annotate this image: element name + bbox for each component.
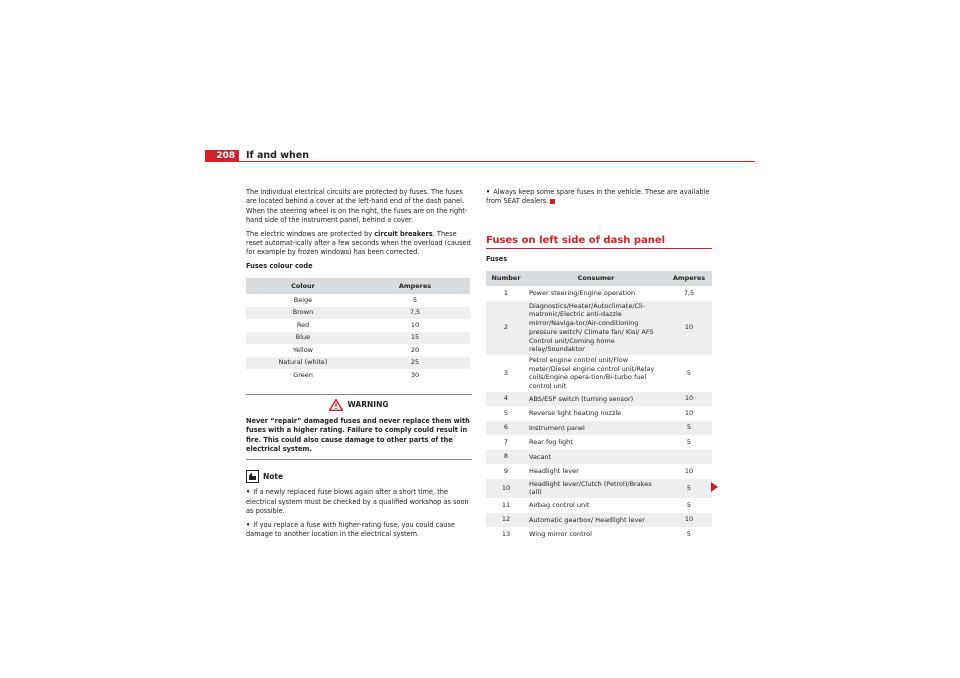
fuse-number-cell: 7	[503, 437, 509, 446]
amperes-cell: 5	[666, 421, 712, 436]
consumer-cell: Diagnostics/Heater/Autoclimate/Cli-matronic/Electric anti-dazzle mirror/Naviga-tor/Air-conditioning pressure switch/ Climate fan/ Kisi/ AFS Control unit/Coming home relay/Soundaktor	[526, 301, 666, 355]
right-column	[486, 188, 712, 542]
amperes-cell: 5	[686, 368, 692, 377]
table-row	[246, 344, 470, 357]
amperes-cell	[666, 450, 712, 465]
note-bullet: • If a newly replaced fuse blows again after a short time, the electrical system must be checked by a qualified workshop as soon as possible.	[246, 488, 469, 516]
amperes-cell: 5	[666, 479, 712, 498]
colour-code-title: Fuses colour code	[246, 261, 313, 270]
warning-title: WARNING	[347, 400, 389, 410]
colour-cell: Red	[296, 320, 310, 329]
amperes-cell: 30	[410, 370, 420, 379]
col-header-amperes: Amperes	[666, 271, 712, 286]
header-divider	[205, 161, 755, 162]
warning-text: Never “repair” damaged fuses and never replace them with fuses with a higher rating. Failure to comply could result in fire. This could also cause damage to other parts of the electrical system.	[246, 416, 470, 453]
amperes-cell: 10	[684, 408, 694, 417]
next-page-arrow-icon	[711, 482, 718, 492]
amperes-cell: 10	[666, 392, 712, 407]
table-row	[246, 307, 470, 320]
amperes-cell: 10	[666, 513, 712, 528]
fuse-number-cell: 2	[486, 301, 526, 355]
table-row	[486, 435, 712, 450]
table-row	[246, 319, 470, 332]
table-row	[486, 355, 712, 392]
table-row	[486, 479, 712, 498]
consumer-cell: Wing mirror control	[529, 530, 592, 539]
fuse-number-cell: 3	[503, 368, 509, 377]
colour-cell: Natural (white)	[246, 357, 360, 370]
warning-triangle-icon	[329, 399, 343, 411]
table-row	[486, 498, 712, 513]
warning-header	[246, 399, 472, 411]
page-number: 208	[205, 150, 239, 162]
consumer-cell: Headlight lever	[529, 467, 579, 476]
amperes-cell: 10	[410, 320, 420, 329]
fuse-number-cell: 13	[501, 529, 511, 538]
consumer-cell: Power steering/Engine operation	[529, 289, 636, 298]
amperes-cell: 15	[360, 332, 470, 345]
col-header-number: Number	[486, 271, 526, 286]
table-row	[486, 450, 712, 465]
consumer-cell: Rear fog light	[529, 438, 573, 447]
fuses-label: Fuses	[486, 254, 508, 263]
chapter-title: If and when	[246, 150, 310, 161]
intro-paragraph: The individual electrical circuits are protected by fuses. The fuses are located behind a cover at the left-hand end of the dash panel. When the steering wheel is on the right, the fuses are on the right-hand side of the instrument panel, behind a cover.	[246, 188, 468, 225]
amperes-cell: 5	[686, 500, 692, 509]
fuse-number-cell: 8	[486, 450, 526, 465]
end-of-section-icon	[550, 199, 555, 204]
table-row	[246, 369, 470, 382]
fuse-number-cell: 1	[503, 288, 509, 297]
amperes-cell: 7,5	[683, 288, 695, 297]
consumer-cell: Automatic gearbox/ Headlight lever	[526, 513, 666, 528]
table-row	[486, 406, 712, 421]
table-row	[486, 392, 712, 407]
consumer-cell: Vacant	[526, 450, 666, 465]
consumer-cell: ABS/ESP switch (turning sensor)	[526, 392, 666, 407]
consumer-cell: Airbag control unit	[529, 501, 590, 510]
table-row	[246, 357, 470, 370]
colour-cell: Yellow	[292, 345, 313, 354]
amperes-cell: 5	[686, 437, 692, 446]
consumer-cell: Reverse light heating nozzle	[529, 409, 622, 418]
colour-cell: Blue	[246, 332, 360, 345]
table-row	[486, 301, 712, 355]
table-row	[486, 513, 712, 528]
amperes-cell: 5	[686, 529, 692, 538]
circuit-breaker-paragraph: The electric windows are protected by circuit breakers. These reset automat-ically after a few seconds when the overload (caused for example by frozen windows) has been corrected.	[246, 229, 471, 257]
table-row	[246, 332, 470, 345]
table-row	[486, 286, 712, 301]
spare-fuses-bullet: • Always keep some spare fuses in the vehicle. These are available from SEAT dealers.	[486, 188, 710, 206]
col-header-consumer: Consumer	[526, 271, 666, 286]
left-column	[246, 188, 472, 543]
colour-cell: Beige	[293, 295, 313, 304]
colour-cell: Green	[293, 370, 313, 379]
consumer-cell: Headlight lever/Clutch (Petrol)/Brakes (all)	[526, 479, 666, 498]
colour-cell: Brown	[246, 307, 360, 320]
note-title: Note	[263, 472, 284, 482]
fuse-colour-table	[246, 278, 470, 382]
fuse-number-cell: 9	[503, 466, 509, 475]
fuse-number-cell: 10	[486, 479, 526, 498]
note-bullet: • If you replace a fuse with higher-rating fuse, you could cause damage to another location in the electrical system.	[246, 520, 455, 538]
fuse-number-cell: 6	[486, 421, 526, 436]
col-header-colour: Colour	[246, 278, 360, 294]
amperes-cell: 7,5	[360, 307, 470, 320]
amperes-cell: 10	[666, 301, 712, 355]
fuse-number-cell: 12	[486, 513, 526, 528]
fuse-number-cell: 11	[501, 500, 511, 509]
note-icon	[246, 470, 259, 483]
col-header-amperes: Amperes	[360, 278, 470, 294]
fuse-number-cell: 5	[503, 408, 509, 417]
fuse-number-cell: 4	[486, 392, 526, 407]
consumer-cell: Instrument panel	[526, 421, 666, 436]
amperes-cell: 5	[412, 295, 418, 304]
amperes-cell: 25	[360, 357, 470, 370]
consumer-cell: Petrol engine control unit/Flow meter/Diesel engine control unit/Relay coils/Engine opera-tion/Bi-turbo fuel control unit	[529, 355, 655, 391]
amperes-cell: 10	[684, 466, 694, 475]
table-row	[486, 421, 712, 436]
section-title: Fuses on left side of dash panel	[486, 234, 712, 249]
fuse-table	[486, 271, 712, 541]
warning-box	[246, 394, 472, 461]
table-row	[486, 464, 712, 479]
amperes-cell: 20	[410, 345, 420, 354]
table-row	[246, 294, 470, 307]
note-header	[246, 470, 472, 483]
table-row	[486, 527, 712, 542]
